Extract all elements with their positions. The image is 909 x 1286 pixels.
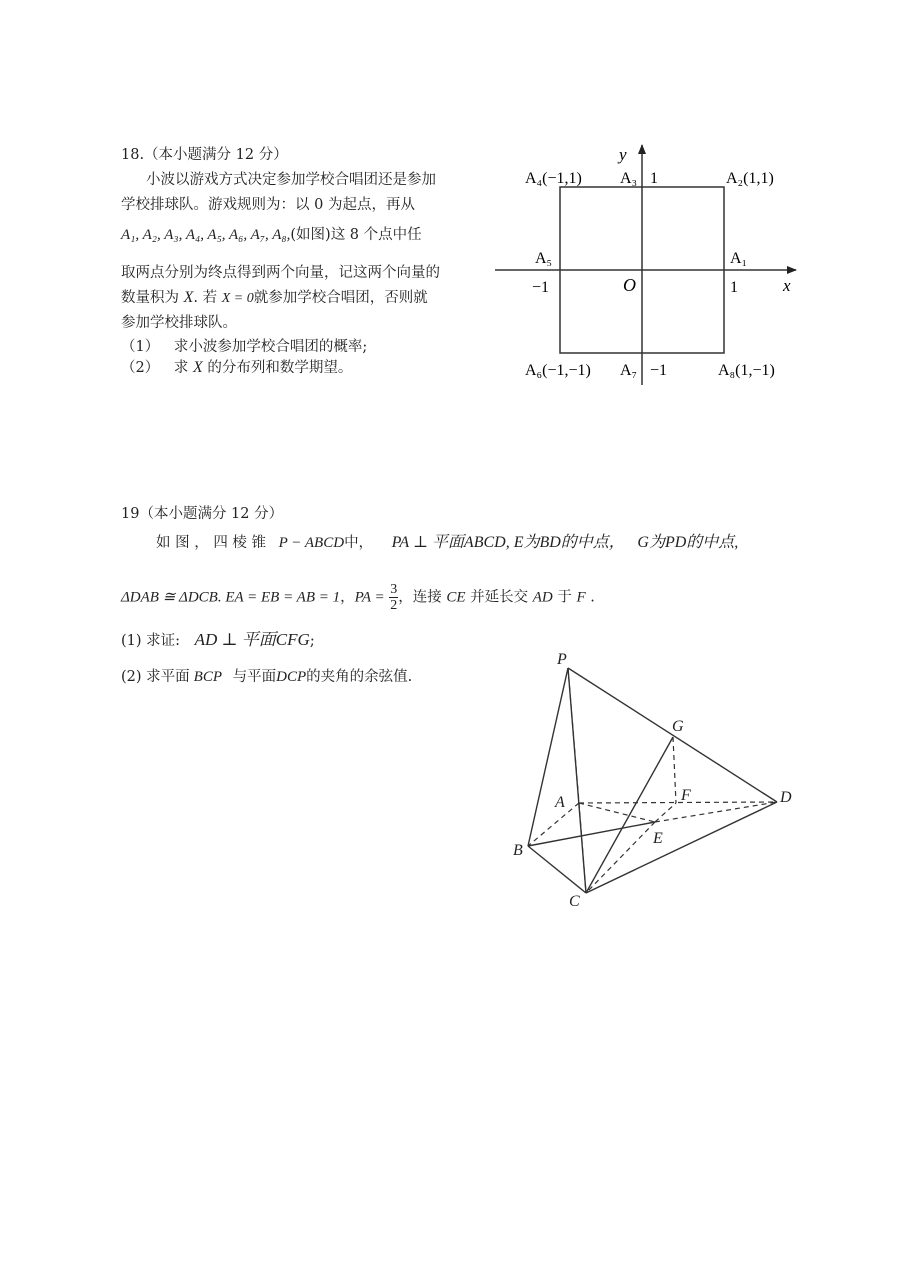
q19-l1-g-midpoint: G为PD的中点, [637,534,739,551]
vertex-f: F [681,787,691,804]
q18-item2-text-a: 求 [173,360,189,376]
q19-part2 [121,667,412,687]
label-top-1: 1 [650,170,658,187]
q19-header: 19（本小题满分 12 分） [121,506,284,522]
q18-condition: X = 0 [221,291,254,306]
label-right-1: 1 [730,279,738,296]
q18-item1 [121,337,367,357]
vertex-c: C [569,893,580,910]
q19-part1-num: (1) 求证: [121,633,181,649]
q19-fraction [389,582,398,613]
q19-pa: PA = [354,589,385,606]
q19-part1 [121,630,315,651]
vertex-b: B [513,842,523,859]
q19-l1-b: 中， [344,535,374,551]
edge-cg [586,737,673,893]
label-a7: A₇ [620,362,638,379]
q18-item2 [121,358,352,378]
q19-l2-c: ，连接 [398,589,442,606]
edge-pd [568,668,777,802]
q18-line5-c: 就参加学校合唱团，否则就 [253,290,428,306]
edge-pb [528,668,568,846]
q19-fraction-den: 2 [390,598,398,613]
q18-line3-tail: (如图)这 8 个点中任 [290,227,422,243]
vertex-p: P [557,651,567,668]
q18-line6: 参加学校排球队。 [121,315,237,331]
q19-part1-math: AD ⊥ 平面CFG [194,630,310,649]
edge-ad [579,802,777,803]
x-axis-label: x [783,276,791,295]
y-axis-label: y [619,145,627,164]
q18-points-list: A₁, A₂, A₃, A₄, A₅, A₆, A₇, A₈, [121,227,291,243]
q19-fraction-num: 3 [390,582,398,597]
q18-line1: 小波以游戏方式决定参加学校合唱团还是参加 [146,172,436,188]
q19-ad: AD [532,589,553,606]
label-a5: A₅ [535,250,553,267]
q18-item1-num: （1） [121,339,160,355]
q19-f: F [576,589,586,606]
origin-label: O [623,275,636,295]
q18-item1-text: 求小波参加学校合唱团的概率; [173,339,368,355]
vertex-d: D [780,789,792,806]
q18-line5 [121,288,428,309]
q18-line4: 取两点分别为终点得到两个向量，记这两个向量的 [121,265,440,281]
edge-ae [579,803,655,822]
q18-coordinate-figure [480,135,810,395]
q18-header: 18.（本小题满分 12 分） [121,147,288,163]
edge-ed [655,802,777,822]
vertex-g: G [672,718,684,735]
q18-line5-a: 数量积为 [121,290,179,306]
q19-part2-c: 的夹角的余弦值. [306,669,413,685]
label-a6: A₆(−1,−1) [525,362,591,379]
q18-line5-b: . 若 [193,290,218,306]
vertex-a: A [555,794,565,811]
edge-bc [528,846,586,893]
vertex-e: E [653,830,663,847]
label-bottom-minus1: −1 [650,362,668,379]
label-a8: A₈(1,−1) [718,362,775,379]
q19-l1-a: 如 图 ， 四 棱 锥 [156,535,267,551]
edge-ac [579,803,586,893]
q18-item2-text-b: 的分布列和数学期望。 [207,360,353,376]
label-a4: A₄(−1,1) [525,170,582,187]
q19-ce: CE [446,589,466,606]
q19-part1-end: ; [309,633,315,649]
q19-part2-a: (2) 求平面 [121,669,190,685]
q19-congruence: ΔDAB ≅ ΔDCB. EA = EB = AB = 1 [121,589,341,606]
q19-l1-condition: PA ⊥ 平面ABCD, E为BD的中点， [391,534,625,551]
edge-gf [673,737,676,803]
q19-pyramid-figure [505,650,805,910]
q19-pyramid: P − ABCD [278,535,345,551]
edge-cd [586,802,777,893]
q19-l2-b: ， [340,589,355,606]
q18-item2-var-x: X [192,359,203,376]
q18-var-x: X [183,289,194,306]
q19-part2-bcp: BCP [193,669,222,685]
q19-line1 [156,533,738,553]
q19-part2-dcp: DCP [276,669,307,685]
q18-item2-num: （2） [121,360,160,376]
label-a1: A₁ [730,250,748,267]
label-a3: A₃ [620,170,638,187]
q19-l2-end: . [590,589,595,606]
q19-line2 [121,582,595,613]
q18-line2: 学校排球队。游戏规则为：以 0 为起点，再从 [121,197,415,213]
label-left-minus1: −1 [532,279,550,296]
q19-l2-e: 于 [557,589,572,606]
q18-line3 [121,225,422,245]
q19-part2-b: 与平面 [232,669,277,685]
q19-l2-d: 并延长交 [470,589,529,606]
label-a2: A₂(1,1) [726,170,774,187]
